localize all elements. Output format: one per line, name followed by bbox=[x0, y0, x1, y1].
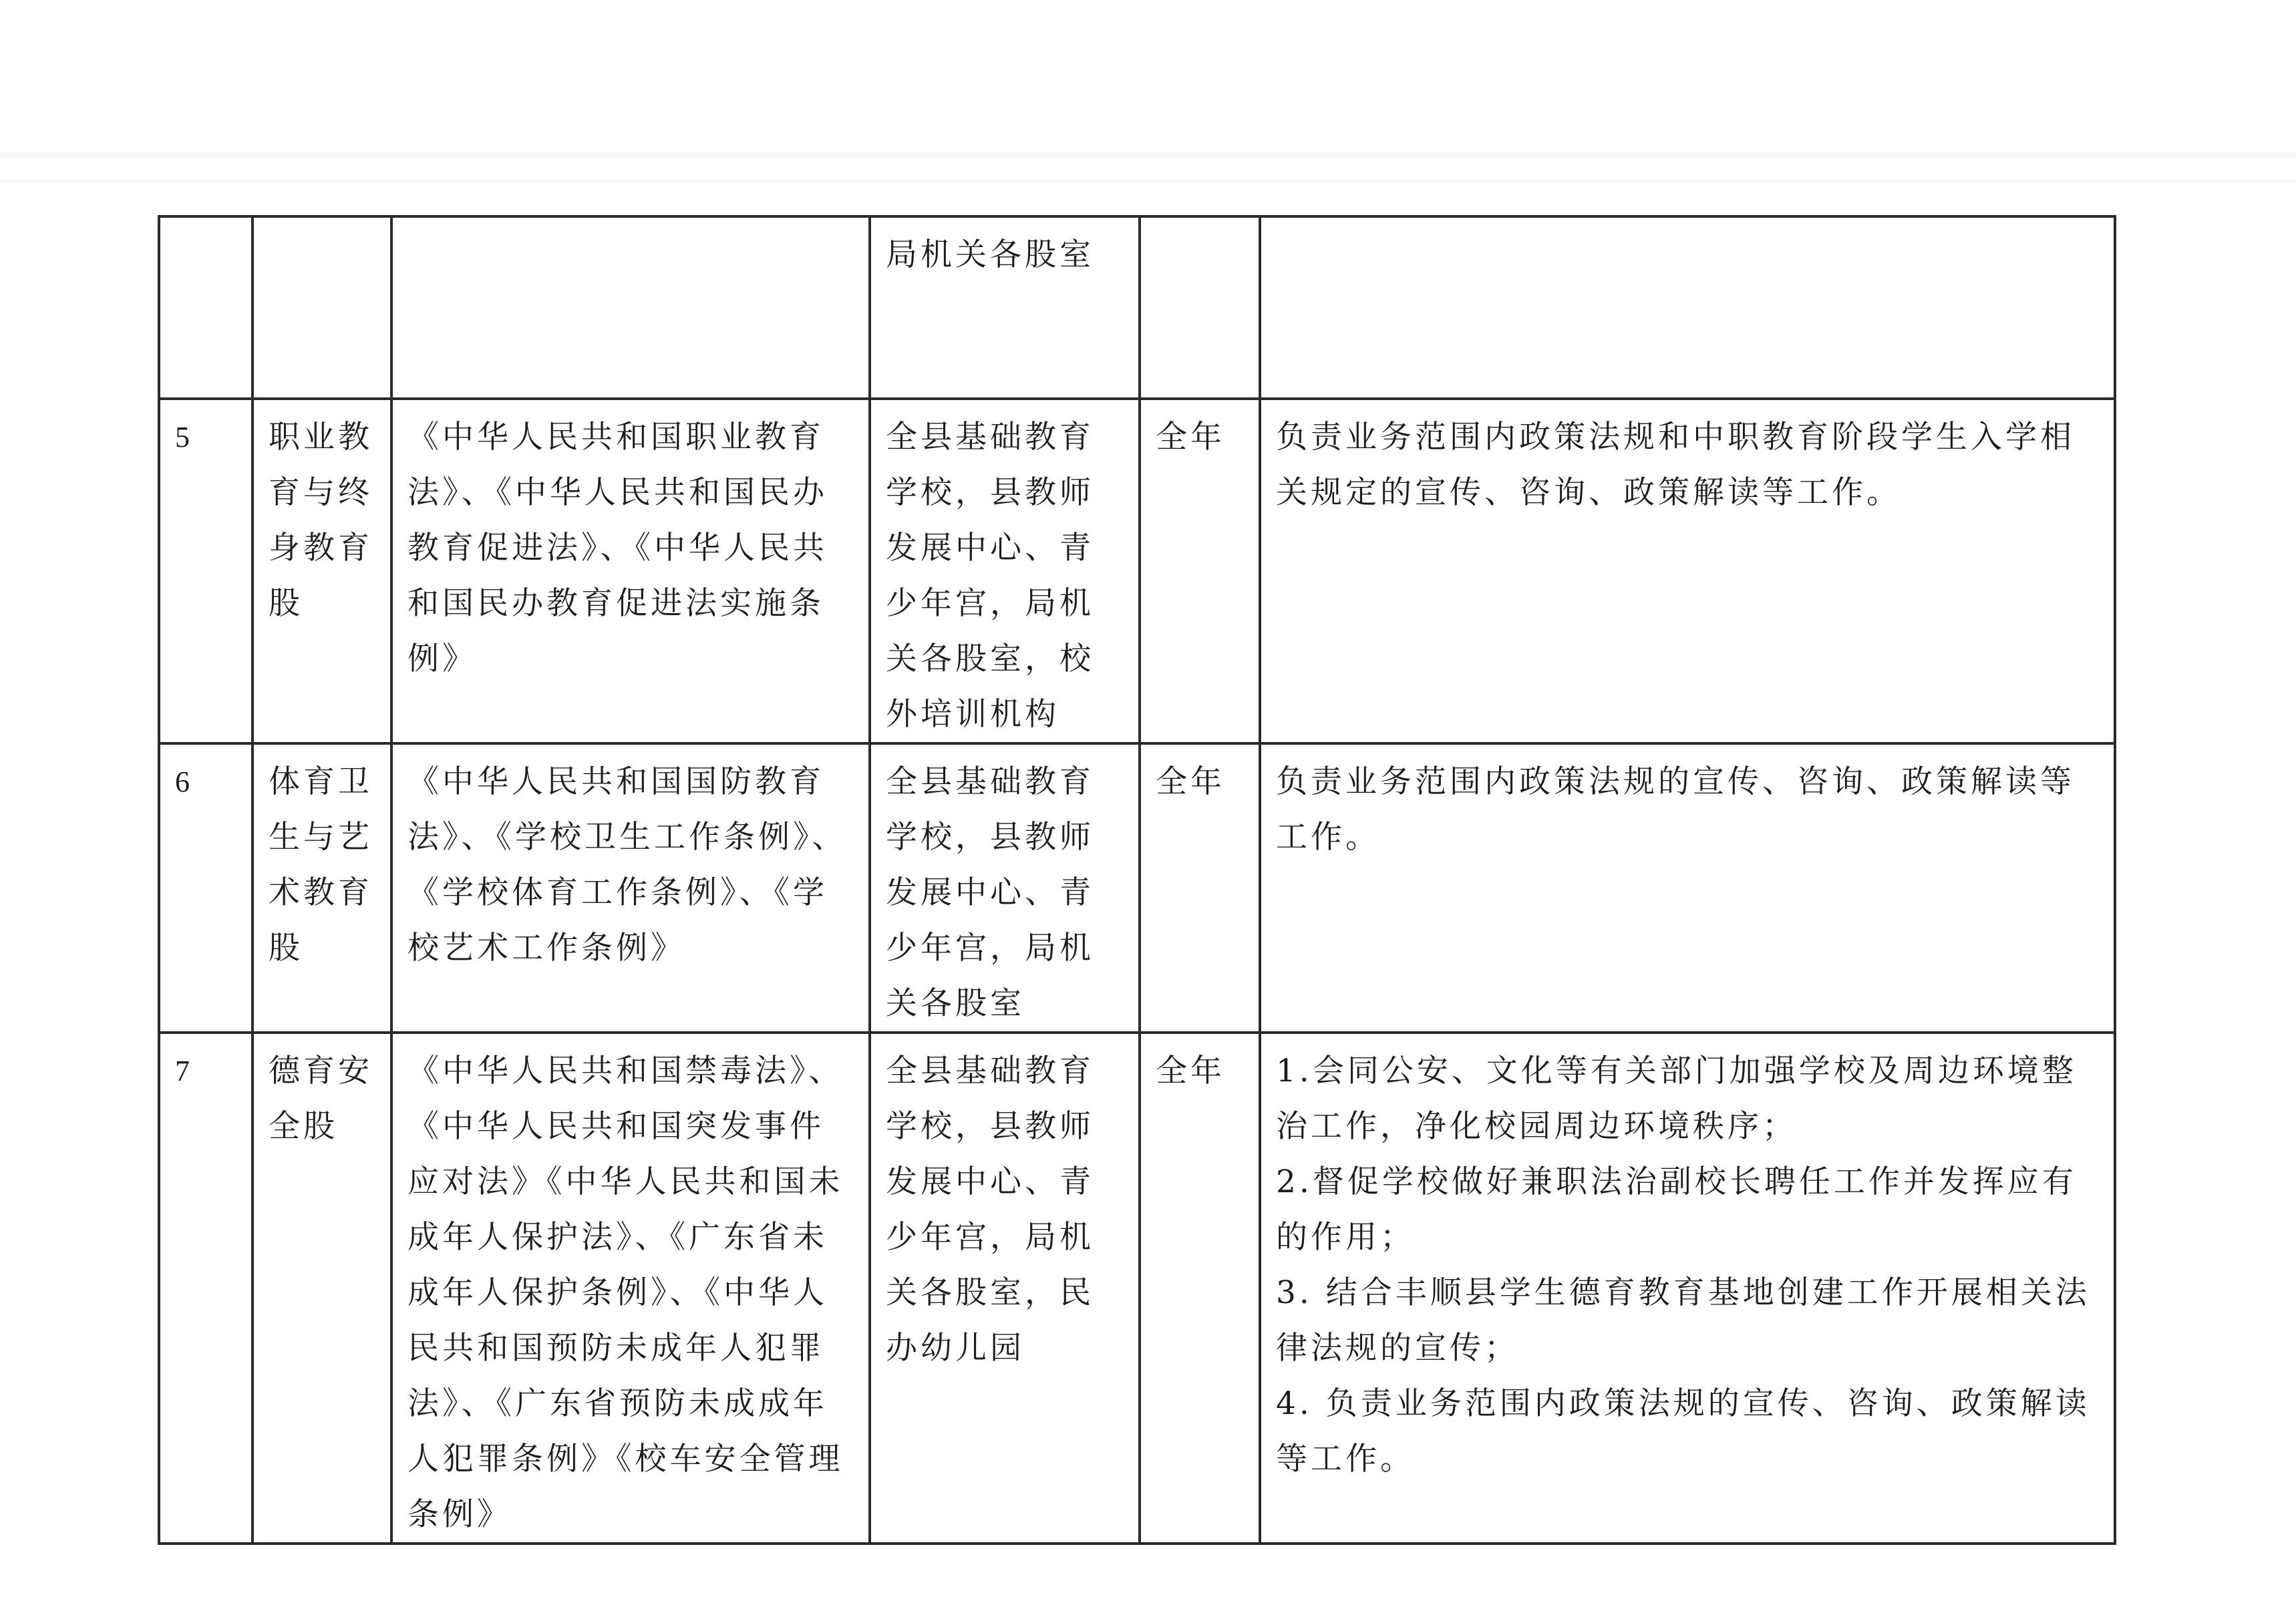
table-row bbox=[159, 1033, 2115, 1544]
scope-cell: 全县基础教育学校，县教师发展中心、青少年宫，局机关各股室，校外培训机构 bbox=[870, 399, 1140, 743]
content-line: 4. 负责业务范围内政策法规的宣传、咨询、政策解读等工作。 bbox=[1276, 1385, 2090, 1477]
department-cell bbox=[253, 216, 391, 399]
laws-cell bbox=[391, 216, 870, 399]
department-cell: 职业教育与终身教育股 bbox=[253, 399, 391, 743]
department-cell: 德育安全股 bbox=[253, 1033, 391, 1544]
content-cell bbox=[1260, 743, 2115, 1033]
scan-artifact-band bbox=[0, 179, 2296, 183]
time-cell: 全年 bbox=[1140, 743, 1260, 1033]
scan-artifact-band bbox=[0, 152, 2296, 158]
department-cell: 体育卫生与艺术教育股 bbox=[253, 743, 391, 1033]
content-cell bbox=[1260, 1033, 2115, 1544]
table-row bbox=[159, 216, 2115, 399]
content-line: 负责业务范围内政策法规和中职教育阶段学生入学相关规定的宣传、咨询、政策解读等工作。 bbox=[1276, 419, 2075, 511]
table-row bbox=[159, 743, 2115, 1033]
row-number-cell bbox=[159, 216, 253, 399]
content-cell bbox=[1260, 216, 2115, 399]
content-line: 1.会同公安、文化等有关部门加强学校及周边环境整治工作，净化校园周边环境秩序； bbox=[1276, 1053, 2077, 1145]
laws-cell: 《中华人民共和国国防教育法》、《学校卫生工作条例》、《学校体育工作条例》、《学校艺术工作条例》 bbox=[391, 743, 870, 1033]
content-line: 负责业务范围内政策法规的宣传、咨询、政策解读等工作。 bbox=[1276, 763, 2075, 856]
laws-cell: 《中华人民共和国职业教育法》、《中华人民共和国民办教育促进法》、《中华人民共和国民办教育促进法实施条例》 bbox=[391, 399, 870, 743]
time-cell bbox=[1140, 216, 1260, 399]
row-number-cell: 6 bbox=[159, 743, 253, 1033]
time-cell: 全年 bbox=[1140, 1033, 1260, 1544]
row-number-cell: 5 bbox=[159, 399, 253, 743]
laws-cell: 《中华人民共和国禁毒法》、《中华人民共和国突发事件应对法》《中华人民共和国未成年人保护法》、《广东省未成年人保护条例》、《中华人民共和国预防未成年人犯罪法》、《广东省预防未成成年人犯罪条例》《校车安全管理条例》 bbox=[391, 1033, 870, 1544]
content-cell bbox=[1260, 399, 2115, 743]
content-line: 2.督促学校做好兼职法治副校长聘任工作并发挥应有的作用； bbox=[1276, 1164, 2077, 1256]
scope-cell: 全县基础教育学校，县教师发展中心、青少年宫，局机关各股室，民办幼儿园 bbox=[870, 1033, 1140, 1544]
row-number-cell: 7 bbox=[159, 1033, 253, 1544]
content-line: 3. 结合丰顺县学生德育教育基地创建工作开展相关法律法规的宣传； bbox=[1276, 1274, 2090, 1367]
policy-table bbox=[158, 215, 2116, 1545]
scope-cell: 局机关各股室 bbox=[870, 216, 1140, 399]
scope-cell: 全县基础教育学校，县教师发展中心、青少年宫，局机关各股室 bbox=[870, 743, 1140, 1033]
table-row bbox=[159, 399, 2115, 743]
time-cell: 全年 bbox=[1140, 399, 1260, 743]
